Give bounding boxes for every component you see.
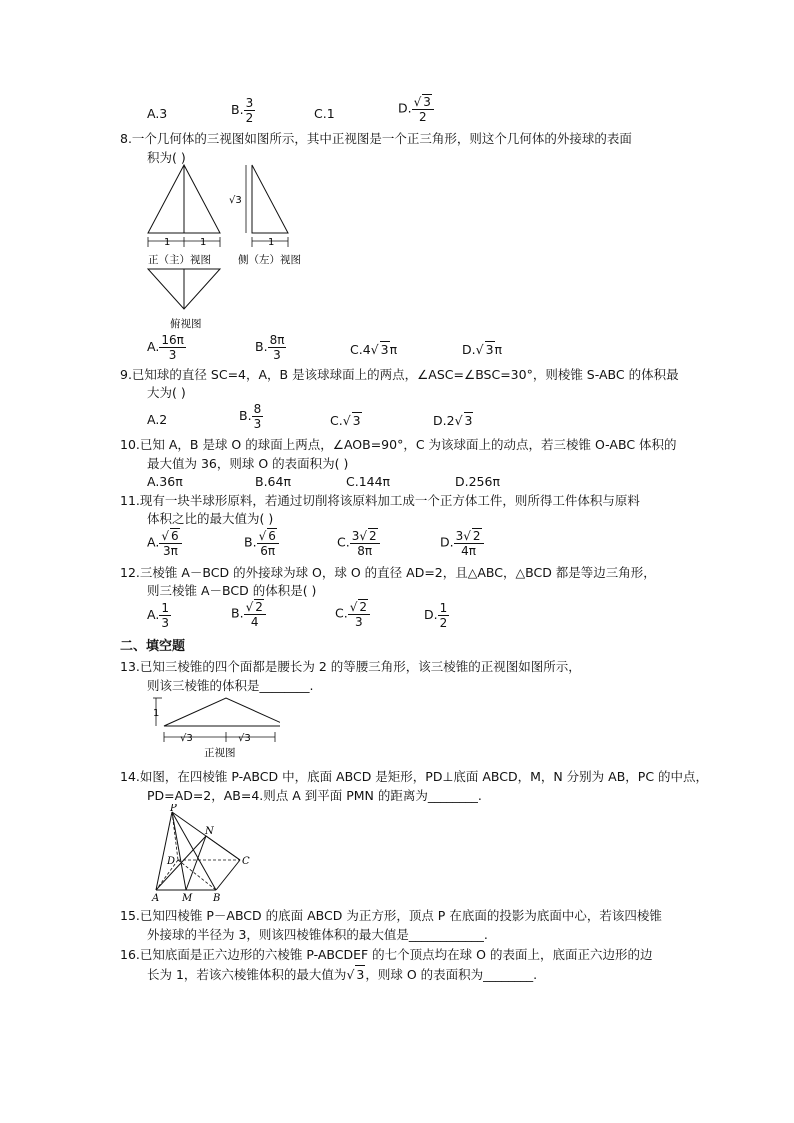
q12-stem-line2: 则三棱锥 A－BCD 的体积是( ) — [147, 583, 317, 598]
q8-side-label: 侧（左）视图 — [238, 254, 301, 266]
q15-stem-line2: 外接球的半径为 3，则该四棱锥体积的最大值是____________. — [147, 927, 488, 942]
q14-label-m: M — [182, 893, 193, 904]
q9-option-b: B. $\frac{8}{3}$ — [239, 402, 262, 431]
q13-stem-line2: 则该三棱锥的体积是________. — [147, 678, 314, 693]
q10-option-c: C.144π — [346, 474, 391, 489]
q8-option-d: D.√ 3π — [462, 342, 503, 357]
q11-option-b: B. $\frac{√ 6}{6\pi}$ — [244, 528, 279, 558]
q13-dim-right: √3 — [238, 733, 251, 744]
q13-triangle — [164, 698, 280, 726]
q8-front-label: 正（主）视图 — [148, 254, 211, 266]
q7-option-c: C.1 — [314, 106, 335, 121]
q9-stem-line2: 大为( ) — [147, 385, 186, 400]
q10-option-b: B.64π — [255, 474, 291, 489]
q9-option-d: D.2√ 3 — [433, 413, 473, 428]
q11-stem-line1: 11.现有一块半球形原料，若通过切削将该原料加工成一个正方体工件，则所得工件体积与原料 — [120, 493, 640, 508]
q8-option-b: B. $\frac{8\pi}{3}$ — [255, 333, 285, 362]
q14-stem-line1: 14.如图，在四棱锥 P-ABCD 中，底面 ABCD 是矩形，PD⊥底面 ABCD，M，N 分别为 AB，PC 的中点， — [120, 769, 709, 784]
q14-label-n: N — [205, 826, 214, 837]
q8-front-dim-right: 1 — [200, 237, 207, 248]
q7-option-a: A.3 — [147, 106, 168, 121]
q7-option-d: D. $\frac{√ 3}{2}$ — [398, 94, 434, 124]
q8-front-dim-left: 1 — [164, 237, 171, 248]
q14-label-a: A — [152, 893, 160, 904]
q8-side-height: √3 — [229, 195, 242, 206]
q13-figure-label: 正视图 — [204, 747, 236, 759]
q14-label-p: P — [170, 804, 177, 814]
q14-stem-line2: PD=AD=2，AB=4.则点 A 到平面 PMN 的距离为________. — [147, 788, 482, 803]
q8-side-dim: 1 — [268, 237, 275, 248]
q13-dim-left: √3 — [180, 733, 193, 744]
q13-stem-line1: 13.已知三棱锥的四个面都是腰长为 2 的等腰三角形，该三棱锥的正视图如图所示， — [120, 659, 581, 674]
q13-height-label: 1 — [153, 708, 160, 719]
q8-stem-line2: 积为( ) — [147, 150, 186, 165]
q14-label-d: D — [167, 856, 176, 867]
q16-stem-line1: 16.已知底面是正六边形的六棱锥 P-ABCDEF 的七个顶点均在球 O 的表面上，底面正六边形的边 — [120, 947, 653, 962]
q12-option-c: C. $\frac{√ 2}{3}$ — [335, 599, 370, 629]
q11-stem-line2: 体积之比的最大值为( ) — [147, 511, 274, 526]
q14-pyramid-figure — [148, 804, 258, 904]
q8-top-label: 俯视图 — [170, 318, 202, 330]
q16-stem-line2: 长为 1，若该六棱锥体积的最大值为√ 3，则球 O 的表面积为________. — [147, 967, 538, 982]
q15-stem-line1: 15.已知四棱锥 P－ABCD 的底面 ABCD 为正方形，顶点 P 在底面的投影为底面中心，若该四棱锥 — [120, 908, 662, 923]
q8-stem-line1: 8.一个几何体的三视图如图所示，其中正视图是一个正三角形，则这个几何体的外接球的表面 — [120, 131, 632, 146]
q8-option-a: A. $\frac{16\pi}{3}$ — [147, 333, 184, 362]
q9-option-a: A.2 — [147, 412, 168, 427]
q14-label-c: C — [242, 856, 250, 867]
q12-option-a: A. $\frac{1}{3}$ — [147, 601, 169, 630]
q11-option-a: A. $\frac{√ 6}{3\pi}$ — [147, 528, 182, 558]
q10-option-d: D.256π — [455, 474, 500, 489]
q9-option-c: C.√ 3 — [330, 413, 361, 428]
q12-option-b: B. $\frac{√ 2}{4}$ — [231, 599, 266, 629]
q12-stem-line1: 12.三棱锥 A－BCD 的外接球为球 O，球 O 的直径 AD=2，且△ABC，△BCD 都是等边三角形， — [120, 565, 656, 580]
q10-option-a: A.36π — [147, 474, 183, 489]
q10-stem-line2: 最大值为 36，则球 O 的表面积为( ) — [147, 456, 349, 471]
q10-stem-line1: 10.已知 A，B 是球 O 的球面上两点，∠AOB=90°，C 为该球面上的动点，若三棱锥 O-ABC 体积的 — [120, 437, 677, 452]
q7-option-b: B. $\frac{3}{2}$ — [231, 96, 254, 125]
q14-label-b: B — [213, 893, 221, 904]
section-fill-in-title: 二、填空题 — [120, 639, 186, 654]
q11-option-d: D. $\frac{3√ 2}{4\pi}$ — [440, 528, 484, 558]
q8-side-triangle — [252, 165, 288, 233]
q8-option-c: C.4√ 3π — [350, 342, 398, 357]
q8-three-view-figure — [140, 163, 330, 333]
q9-stem-line1: 9.已知球的直径 SC=4，A，B 是该球球面上的两点，∠ASC=∠BSC=30°，则棱锥 S-ABC 的体积最 — [120, 367, 679, 382]
q11-option-c: C. $\frac{3√ 2}{8\pi}$ — [337, 528, 380, 558]
q13-front-view-figure — [150, 694, 280, 760]
q12-option-d: D. $\frac{1}{2}$ — [424, 601, 448, 630]
